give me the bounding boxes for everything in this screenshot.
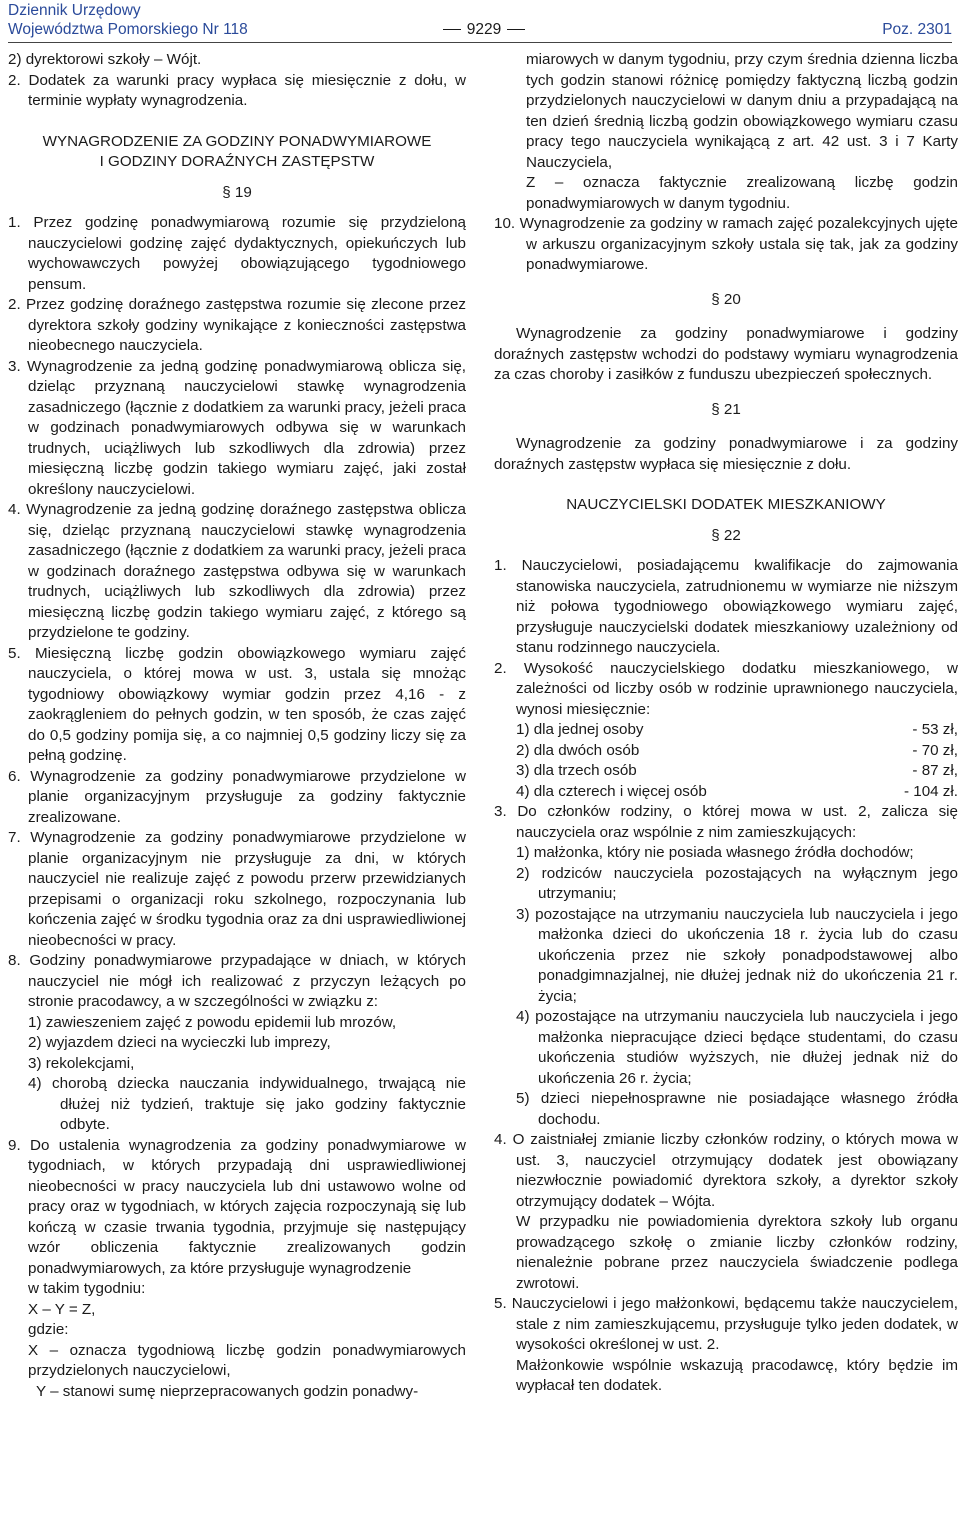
list-item: 1) zawieszeniem zajęć z powodu epidemii lub mrozów, [28, 1013, 397, 1031]
text-line: 2) dyrektorowi szkoły – Wójt. [8, 51, 202, 68]
right-column [494, 50, 958, 1397]
paragraph: 2. Dodatek za warunki pracy wypłaca się miesięcznie z dołu, w terminie wypłaty wynagrodzenia. [8, 71, 466, 109]
section-heading: WYNAGRODZENIE ZA GODZINY PONADWYMIAROWE [42, 132, 432, 150]
header-rule [8, 42, 952, 43]
dash-right [507, 29, 525, 30]
list-item: 2) wyjazdem dzieci na wycieczki lub imprezy, [28, 1034, 331, 1051]
list-item: 1) małżonka, który nie posiada własnego źródła dochodów; [516, 844, 914, 861]
allowance-amount: - 70 zł, [912, 741, 958, 759]
paragraph: 5. Nauczycielowi i jego małżonkowi, będącemu także nauczycielem, stale z nim zamieszkującemu, przysługuje tylko jeden dodatek, w wysokości określonej w ust. 2. [494, 1295, 958, 1353]
section-mark: § 22 [711, 526, 741, 544]
allowance-row [494, 761, 958, 782]
allowance-label: 3) dla trzech osób [516, 762, 637, 779]
publication-title [8, 1, 248, 39]
section-mark: § 20 [711, 290, 741, 308]
definition: X – oznacza tygodniową liczbę godzin ponadwymiarowych przydzielonych nauczycielowi, [28, 1341, 466, 1379]
left-column [8, 50, 466, 1402]
dash-left [443, 29, 461, 30]
paragraph: Małżonkowie wspólnie wskazują pracodawcę, który będzie im wypłacał ten dodatek. [516, 1356, 958, 1394]
section-heading: NAUCZYCIELSKI DODATEK MIESZKANIOWY [566, 496, 886, 513]
list-item: 4) chorobą dziecka nauczania indywidualnego, trwającą nie dłużej niż tydzień, traktuje się jako godziny faktycznie odbyte. [28, 1075, 466, 1133]
definition: Z – oznacza faktycznie zrealizowaną liczbę godzin ponadwymiarowych w danym tygodniu. [526, 174, 958, 212]
section-mark: § 19 [222, 183, 252, 201]
paragraph: 8. Godziny ponadwymiarowe przypadające w dniach, w których nauczyciel nie mógł ich realizować z przyczyn leżących po stronie pracodawcy, a w szczególności w związku z: [8, 952, 466, 1010]
paragraph: 1. Nauczycielowi, posiadającemu kwalifikacje do zajmowania stanowiska nauczyciela, zatrudnionemu w wymiarze nie niższym niż połowa tygodniowego obowiązkowego wymiaru zajęć, przysługuje nauczycielski dodatek mieszkaniowy uzależniony od stanu rodzinnego nauczyciela. [494, 557, 958, 656]
paragraph: 4. O zaistniałej zmianie liczby członków rodziny, o których mowa w ust. 3, nauczyciel otrzymujący dodatek jest obowiązany niezwłocznie powiadomić dyrektora szkoły, a dyrektor szkoły otrzymujący dodatek – Wójta. [494, 1131, 958, 1210]
publication-name: Dziennik Urzędowy [8, 2, 141, 19]
paragraph: 5. Miesięczną liczbę godzin obowiązkowego wymiaru zajęć nauczyciela, o której mowa w ust. 3, ustala się mnożąc tygodniowy obowiązkowy wymiar godzin przez 4,16 - z zaokrągleniem do pełnych godzin, w ten sposób, że czas zajęć do 0,5 godziny pomija się, a co najmniej 0,5 godziny liczy się za pełną godzinę. [8, 644, 466, 764]
section-heading: I GODZINY DORAŹNYCH ZASTĘPSTW [99, 153, 375, 170]
section-mark: § 21 [711, 400, 741, 418]
formula: X – Y = Z, [28, 1300, 96, 1318]
definition-continued: miarowych w danym tygodniu, przy czym średnia dzienna liczba tych godzin stanowi różnicę pomiędzy faktyczną liczbą godzin przydzielonych nauczycielowi w danym dniu a przypadającą na ten dzień średnią liczbą godzin obowiązkowego wymiaru czasu pracy tego nauczyciela wynikającą z art. 42 ust. 3 i 7 Karty Nauczyciela, [526, 51, 958, 171]
paragraph: 4. Wynagrodzenie za jedną godzinę doraźnego zastępstwa oblicza się, dzieląc przyznaną nauczycielowi stawkę wynagrodzenia zasadniczego (łącznie z dodatkiem za warunki pracy, jeżeli praca w godzinach doraźnego zastępstwa odbywa się w warunkach trudnych, uciążliwych lub szkodliwych dla zdrowia) przez miesięczną liczbę godzin takiego wymiaru zajęć, z którego są przydzielone te godziny. [8, 501, 466, 641]
paragraph: 3. Wynagrodzenie za jedną godzinę ponadwymiarową oblicza się, dzieląc przyznaną nauczycielowi stawkę wynagrodzenia zasadniczego (łącznie z dodatkiem za warunki pracy, jeżeli praca w godzinach ponadwymiarowych odbywa się w warunkach trudnych, uciążliwych lub szkodliwych dla zdrowia) przez miesięczną liczbę godzin takiego wymiaru zajęć, jaki został określony nauczycielowi. [8, 357, 466, 498]
text-line: gdzie: [28, 1321, 69, 1338]
allowance-amount: - 53 zł, [912, 721, 958, 738]
paragraph: 1. Przez godzinę ponadwymiarową rozumie się przydzieloną nauczycielowi godzinę zajęć dydaktycznych, opiekuńczych lub wychowawczych powyżej obowiązującego tygodniowego pensum. [8, 214, 466, 293]
definition: Y – stanowi sumę nieprzepracowanych godzin ponadwy- [36, 1382, 419, 1400]
allowance-label: 4) dla czterech i więcej osób [516, 782, 707, 800]
list-item: 3) rekolekcjami, [28, 1054, 135, 1072]
paragraph: Wynagrodzenie za godziny ponadwymiarowe i godziny doraźnych zastępstw wchodzi do podstawy wymiaru wynagrodzenia za czas choroby i zasiłków z funduszu ubezpieczeń społecznych. [494, 325, 958, 383]
allowance-row [494, 741, 958, 762]
allowance-row [494, 782, 958, 803]
text-line: w takim tygodniu: [28, 1280, 146, 1297]
paragraph: 7. Wynagrodzenie za godziny ponadwymiarowe przydzielone w planie organizacyjnym nie przysługuje za dni, w których nauczyciel nie realizuje zajęć z powodu przerw przewidzianych przepisami o organizacji roku szkolnego, rozpoczynania lub kończenia zajęć w środku tygodnia oraz za dni usprawiedliwionej nieobecności w pracy. [8, 829, 466, 949]
list-item: 4) pozostające na utrzymaniu nauczyciela lub nauczyciela i jego małżonka niepracujące dzieci będące studentami, do czasu ukończenia studiów wyższych, nie dłużej jednak niż do ukończenia 26 r. życia; [516, 1008, 958, 1087]
paragraph: W przypadku nie powiadomienia dyrektora szkoły lub organu prowadzącego szkołę o zmianie liczby członków rodziny, nienależnie pobrane przez nauczyciela świadczenie podlega zwrotowi. [516, 1213, 958, 1292]
paragraph: 10. Wynagrodzenie za godziny w ramach zajęć pozalekcyjnych ujęte w arkuszu organizacyjnym szkoły ustala się tak, jak za godziny ponadwymiarowe. [494, 215, 958, 273]
paragraph: 6. Wynagrodzenie za godziny ponadwymiarowe przydzielone w planie organizacyjnym przysługuje za godziny faktycznie zrealizowane. [8, 767, 466, 826]
list-item: 2) rodziców nauczyciela pozostających na wyłącznym jego utrzymaniu; [516, 864, 958, 902]
allowance-label: 2) dla dwóch osób [516, 741, 640, 759]
allowance-amount: - 87 zł, [912, 762, 958, 779]
page-header [0, 0, 960, 44]
voivodeship-issue: Województwa Pomorskiego Nr 118 [8, 21, 248, 38]
paragraph: 2. Przez godzinę doraźnego zastępstwa rozumie się zlecone przez dyrektora szkoły godziny wynikające z konieczności zastępstwa nieobecnego nauczyciela. [8, 296, 466, 354]
list-item: 5) dzieci niepełnosprawne nie posiadające własnego źródła dochodu. [516, 1090, 958, 1128]
list-item: 3) pozostające na utrzymaniu nauczyciela lub nauczyciela i jego małżonka dzieci do ukończenia 18 r. życia lub do czasu ukończenia przez nie szkoły ponadpodstawowej albo ponadgimnazjalnej, nie dłużej jednak niż do ukończenia 21 r. życia; [516, 905, 958, 1005]
allowance-amount: - 104 zł. [903, 782, 958, 800]
allowance-row [494, 720, 958, 741]
paragraph: Wynagrodzenie za godziny ponadwymiarowe i za godziny doraźnych zastępstw wypłaca się miesięcznie z dołu. [494, 435, 958, 473]
page-number [424, 20, 544, 39]
allowance-label: 1) dla jednej osoby [516, 721, 644, 738]
paragraph: 3. Do członków rodziny, o której mowa w ust. 2, zalicza się nauczyciela oraz wspólnie z nim zamieszkujących: [494, 803, 958, 841]
position-number: Poz. 2301 [882, 21, 952, 38]
paragraph: 2. Wysokość nauczycielskiego dodatku mieszkaniowego, w zależności od liczby osób w rodzinie uprawnionego nauczyciela, wynosi miesięcznie: [494, 659, 958, 718]
page-number-value: 9229 [466, 21, 502, 38]
paragraph: 9. Do ustalenia wynagrodzenia za godziny ponadwymiarowe w tygodniach, w których przypadają dni usprawiedliwionej nieobecności w pracy nauczyciela lub dni ustawowo wolne od pracy oraz w tygodniach, w których zajęcia rozpoczynają się lub kończą w czasie trwania tygodnia, przyjmuje się następujący wzór obliczenia faktycznie zrealizowanych godzin ponadwymiarowych, za które przysługuje wynagrodzenie [8, 1136, 466, 1277]
